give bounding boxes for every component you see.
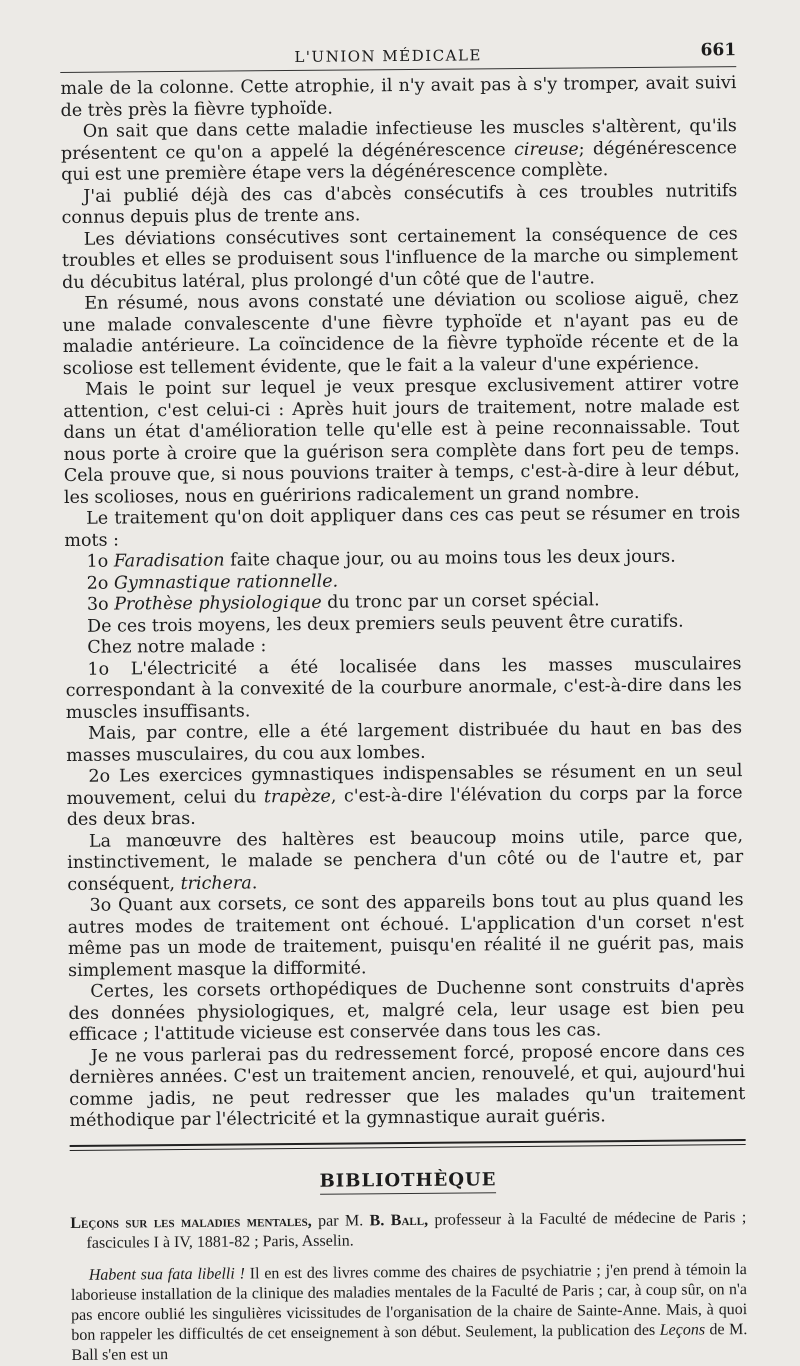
text-run: , c'est-à-dire l'élévation du corps par la force des deux bras.: [66, 782, 743, 830]
paragraph: [67, 826, 744, 896]
emphasis: Gymnastique rationnelle.: [113, 571, 339, 594]
text-run: de M. Ball s'en est un: [71, 1320, 748, 1364]
paragraph: Je ne vous parlerai pas du redressement forcé, proposé encore dans ces dernières années. C'est un traitement ancien, renouvelé, et qui, aujourd'hui comme jadis, ne peut redresser que les malades qu'un traitement méthodique par l'électricité et la gymnastique aurait guéris.: [68, 1040, 746, 1131]
article-body: [60, 73, 745, 1132]
emphasis: trichera: [180, 872, 252, 894]
paragraph: En résumé, nous avons constaté une déviation ou scoliose aiguë, chez une malade convalescente d'une fièvre typhoïde et n'ayant pas eu de maladie antérieure. La coïncidence de la fièvre typhoïde récente et de la scoliose est tellement évidente, que le fait a la valeur d'une expérience.: [62, 288, 739, 379]
paragraph: De ces trois moyens, les deux premiers seuls peuvent être curatifs.: [87, 611, 684, 637]
paragraph: 1o L'électricité a été localisée dans les masses musculaires correspondant à la convexité de la courbure anormale, c'est-à-dire dans les muscles insuffisants.: [65, 653, 742, 723]
paragraph: 3o Quant aux corsets, ce sont des appareils bons tout au plus quand les autres modes de traitement ont échoué. L'application d'un corset n'est même pas un mode de traitement, puisqu'en réalité il ne guérit pas, mais simplement masque la difformité.: [67, 890, 744, 981]
section-heading: [70, 1167, 746, 1194]
text-run: Il en est des livres comme des chaires de psychiatrie ; j'en prend à témoin la laborieuse installation de la clinique des maladies mentales de la Faculté de Paris ; car, à coup sûr, on n'a pas encore oublié les singulières vicissitudes de l'organisation de la chaire de Sainte-Anne. Mais, à quoi bon rappeler les difficultés de cet enseignement à son début. Seulement, la publication des: [70, 1260, 748, 1344]
list-number: 1o: [86, 551, 114, 572]
paragraph: J'ai publié déjà des cas d'abcès consécutifs à ces troubles nutritifs connus depuis plus de trente ans.: [61, 180, 738, 228]
paragraph: Chez notre malade :: [87, 636, 267, 658]
paragraph: Le traitement qu'on doit appliquer dans ces cas peut se résumer en trois mots :: [64, 503, 741, 551]
book-reference: [70, 1208, 746, 1254]
emphasis: trapèze: [263, 786, 331, 807]
text-run: On sait que dans cette maladie infectieuse les muscles s'altèrent, qu'ils présentent ce qu'on a appelé la dégénérescence: [60, 116, 737, 164]
emphasis: Leçons: [659, 1320, 706, 1339]
emphasis: Habent sua fata libelli !: [88, 1264, 245, 1284]
paragraph: [61, 116, 738, 186]
list-number: 2o: [86, 573, 115, 594]
page-header: [60, 34, 736, 70]
emphasis: Faradisation: [113, 550, 225, 572]
review-paragraph: [71, 1260, 748, 1366]
text-run: faite chaque jour, ou au moins tous les deux jours.: [224, 546, 676, 571]
book-title: Leçons sur les maladies mentales,: [70, 1212, 312, 1232]
text-run: par M.: [311, 1211, 370, 1230]
paragraph: male de la colonne. Cette atrophie, il n'y avait pas à s'y tromper, avait suivi de très près la fièvre typhoïde.: [60, 73, 737, 121]
book-author: B. Ball,: [369, 1211, 429, 1229]
paragraph: Mais le point sur lequel je veux presque exclusivement attirer votre attention, c'est celui-ci : Après huit jours de traitement, notre malade est dans un état d'amélioration telle qu'elle est à peine reconnaissable. Tout nous porte à croire que la guérison sera complète dans fort peu de temps. Cela prouve que, si nous pouvions traiter à temps, c'est-à-dire à leur début, les scolioses, nous en guéririons radicalement un grand nombre.: [63, 374, 740, 508]
list-number: 3o: [86, 594, 115, 615]
emphasis: Prothèse physiologique: [114, 592, 322, 615]
paragraph: Mais, par contre, elle a été largement distribuée du haut en bas des masses musculaires, du cou aux lombes.: [66, 718, 743, 766]
paragraph: Les déviations consécutives sont certainement la conséquence de ces troubles et elles se produisent sous l'influence de la marche ou simplement du décubitus latéral, plus prolongé d'un côté que de l'autre.: [61, 223, 738, 293]
emphasis: cireuse: [513, 138, 579, 160]
text-run: professeur à la Faculté de médecine de Paris ; fascicules I à IV, 1881-82 ; Paris, Asselin.: [86, 1208, 747, 1252]
document-page: [60, 34, 748, 1364]
bibliography-section: [70, 1208, 747, 1366]
text-run: du tronc par un corset spécial.: [321, 590, 600, 613]
text-run: ; dégénérescence qui est une première étape vers la dégénérescence complète.: [61, 137, 738, 185]
paragraph: Certes, les corsets orthopédiques de Duchenne sont construits d'après des données physiologiques, et, malgré cela, leur usage est bien peu efficace ; l'attitude vicieuse est conservée dans tous les cas.: [68, 976, 745, 1045]
paragraph: [66, 761, 743, 831]
text-run: 2o Les exercices gymnastiques indispensables se résument en un seul mouvement, celui du: [66, 761, 743, 809]
page-number: 661: [700, 40, 737, 61]
text-run: .: [251, 872, 258, 893]
text-run: La manœuvre des haltères est beaucoup moins utile, parce que, instinctivement, le malade se penchera d'un côté ou de l'autre et, par conséquent,: [67, 825, 744, 895]
section-heading-text: BIBLIOTHÈQUE: [319, 1169, 496, 1195]
running-title: L'UNION MÉDICALE: [294, 46, 482, 66]
section-divider: [70, 1139, 746, 1151]
